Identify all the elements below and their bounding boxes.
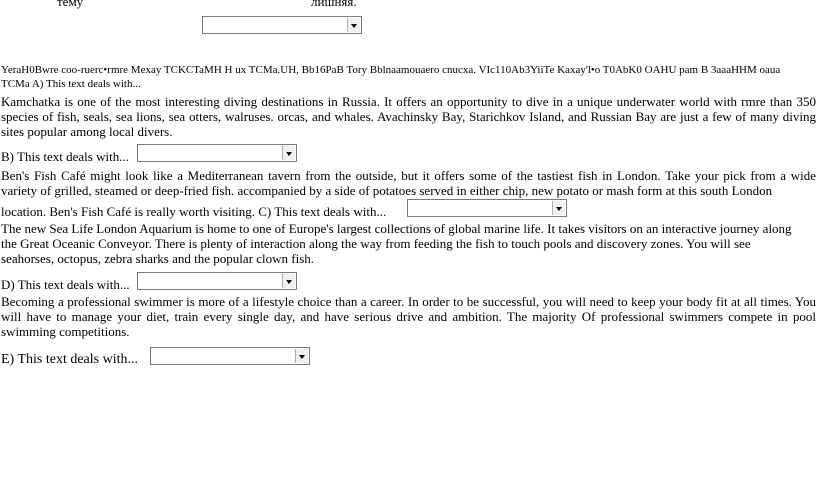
- text-d-label: D) This text deals with...: [1, 277, 130, 292]
- header-fragment-left: тему: [57, 0, 84, 9]
- instruction-line-1: YeraH0Bwre coo-ruerc•rmre Mexay TCKCTaMH H ux TCMa.UH, Bb16PaB Tory Bblnaamouaero cnucxa. VIc110Ab3YiiTe Kaxay'l•o T0AbK0 OAHU pam B 3aaaHHM oaua: [1, 64, 781, 76]
- text-e-label: E) This text deals with...: [1, 352, 138, 367]
- text-b-label: B) This text deals with...: [1, 149, 129, 164]
- text-d-select[interactable]: [137, 272, 297, 290]
- text-b-paragraph-end: location. Ben's Fish Café is really worth visiting. C) This text deals with...: [1, 204, 387, 219]
- text-e-select[interactable]: [150, 347, 310, 365]
- text-c-select[interactable]: [407, 199, 567, 217]
- text-a-paragraph: Kamchatka is one of the most interesting diving destinations in Russia. It offers an opportunity to dive in a unique underwater world with rmre than 350 species of fish, seals, sea lions, sea otters, walruses. orcas, and whales. Avachinsky Bay, Starichkov Island, and Russian Bay are just a few of many diving sites popular among local divers.: [1, 94, 816, 139]
- instruction-line-2: TCMa A) This text deals with...: [1, 78, 141, 90]
- chevron-down-icon[interactable]: [295, 349, 308, 363]
- header-fragment-right: лишняя.: [311, 0, 357, 9]
- text-d-paragraph: Becoming a professional swimmer is more of a lifestyle choice than a career. In order to be successful, you will need to keep your body fit at all times. You will have to manage your diet, train every single day, and have serious drive and ambition. The majority Of professional swimmers compete in pool swimming competitions.: [1, 294, 816, 339]
- top-answer-select[interactable]: [202, 16, 362, 34]
- text-b-paragraph: Ben's Fish Café might look like a Mediterranean tavern from the outside, but it offers some of the tastiest fish in London. Take your pick from a wide variety of grilled, steamed or deep-fried fish. accompanied by a side of potatoes served in either chip, new potato or mash form at this south London: [1, 168, 816, 198]
- chevron-down-icon[interactable]: [552, 201, 565, 215]
- chevron-down-icon[interactable]: [282, 146, 295, 160]
- chevron-down-icon[interactable]: [347, 18, 360, 32]
- text-b-select[interactable]: [137, 144, 297, 162]
- chevron-down-icon[interactable]: [282, 274, 295, 288]
- text-c-paragraph: The new Sea Life London Aquarium is home to one of Europe's largest collections of global marine life. It takes visitors on an interactive journey along the Great Oceanic Conveyor. There is plenty of interaction along the way from feeding the fish to touch pools and discovery zones. You will see seahorses, octopus, zebra sharks and the popular clown fish.: [1, 221, 792, 266]
